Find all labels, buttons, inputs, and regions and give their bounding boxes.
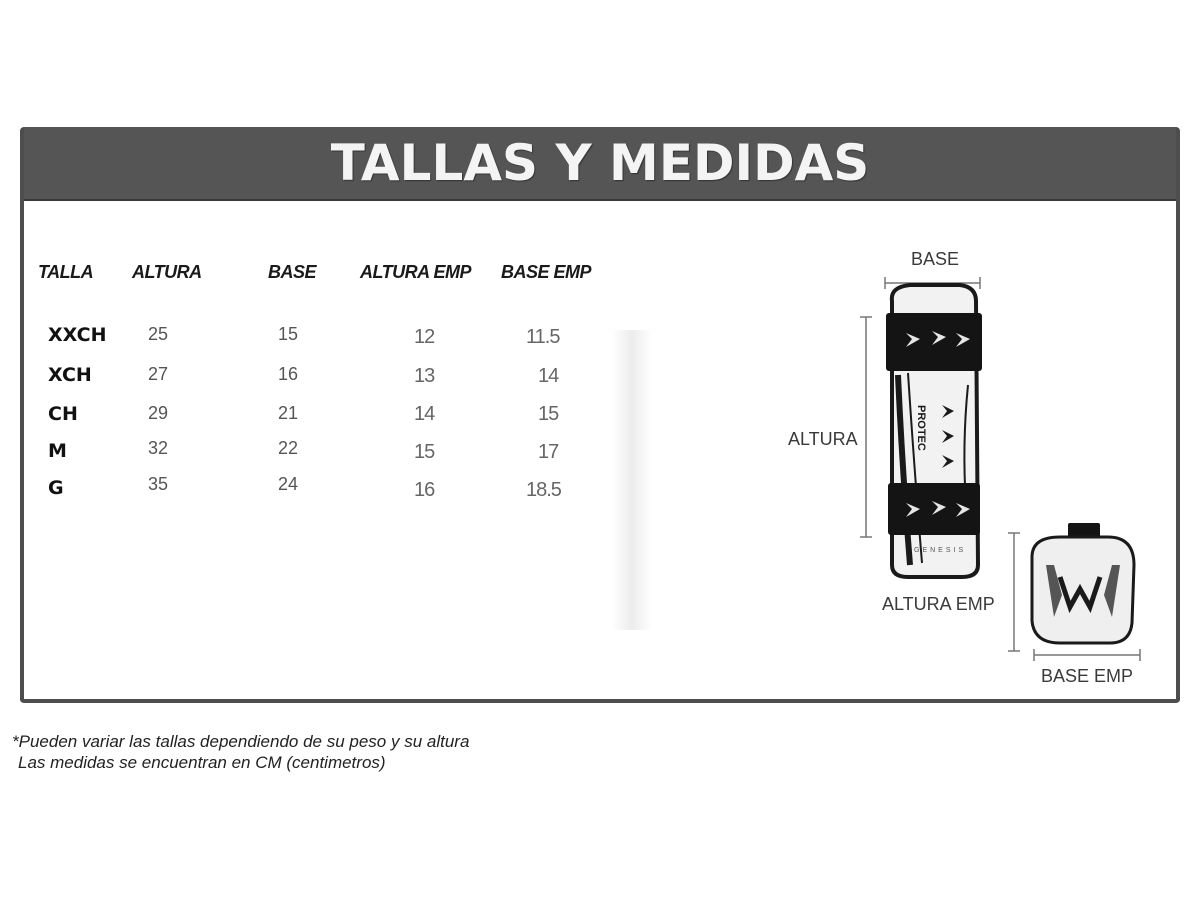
- label-base: BASE: [911, 249, 960, 269]
- base-value: 16: [278, 364, 299, 384]
- base-value: 21: [278, 403, 299, 423]
- altura-value: 27: [148, 364, 169, 384]
- size-label: M: [48, 440, 67, 462]
- altura-value: 32: [148, 438, 169, 458]
- header-base: BASE: [268, 262, 317, 282]
- size-label: G: [48, 477, 64, 499]
- altura-emp-value: 16: [414, 479, 435, 501]
- label-altura: ALTURA: [788, 429, 858, 449]
- base-emp-value: 17: [538, 441, 559, 463]
- size-label: XXCH: [48, 324, 107, 346]
- ankle-piece-image: [1032, 523, 1134, 643]
- altura-emp-value: 13: [414, 365, 435, 387]
- base-emp-value: 14: [538, 365, 559, 387]
- model-text: GENESIS: [914, 547, 967, 554]
- page-title: TALLAS Y MEDIDAS: [330, 134, 870, 192]
- altura-measure-bracket: [860, 317, 872, 537]
- footnote-line-2: Las medidas se encuentran en CM (centimetros): [18, 753, 386, 772]
- base-value: 24: [278, 474, 299, 494]
- header-talla: TALLA: [38, 262, 94, 282]
- altura-emp-value: 14: [414, 403, 435, 425]
- base-emp-value: 18.5: [526, 479, 561, 501]
- base-emp-measure-bracket: [1034, 649, 1140, 661]
- base-value: 22: [278, 438, 299, 458]
- size-label: CH: [48, 403, 78, 425]
- shin-guard-image: [886, 285, 982, 577]
- header-base-emp: BASE EMP: [501, 262, 592, 282]
- brand-text: PROTEC: [915, 405, 927, 451]
- altura-emp-measure-bracket: [1008, 533, 1020, 651]
- label-base-emp: BASE EMP: [1041, 666, 1134, 686]
- altura-value: 29: [148, 403, 169, 423]
- column-shadow: [612, 330, 652, 630]
- base-value: 15: [278, 324, 299, 344]
- base-emp-value: 11.5: [526, 326, 560, 348]
- altura-value: 25: [148, 324, 169, 344]
- footnote-line-1: *Pueden variar las tallas dependiendo de su peso y su altura: [12, 732, 470, 751]
- label-altura-emp: ALTURA EMP: [882, 594, 995, 614]
- header-altura-emp: ALTURA EMP: [360, 262, 471, 282]
- header-altura: ALTURA: [132, 262, 202, 282]
- altura-emp-value: 12: [414, 326, 435, 348]
- title-banner: [24, 127, 1176, 201]
- shin-guard-diagram: [850, 265, 1150, 665]
- altura-emp-value: 15: [414, 441, 435, 463]
- size-label: XCH: [48, 364, 92, 386]
- base-emp-value: 15: [538, 403, 559, 425]
- altura-value: 35: [148, 474, 169, 494]
